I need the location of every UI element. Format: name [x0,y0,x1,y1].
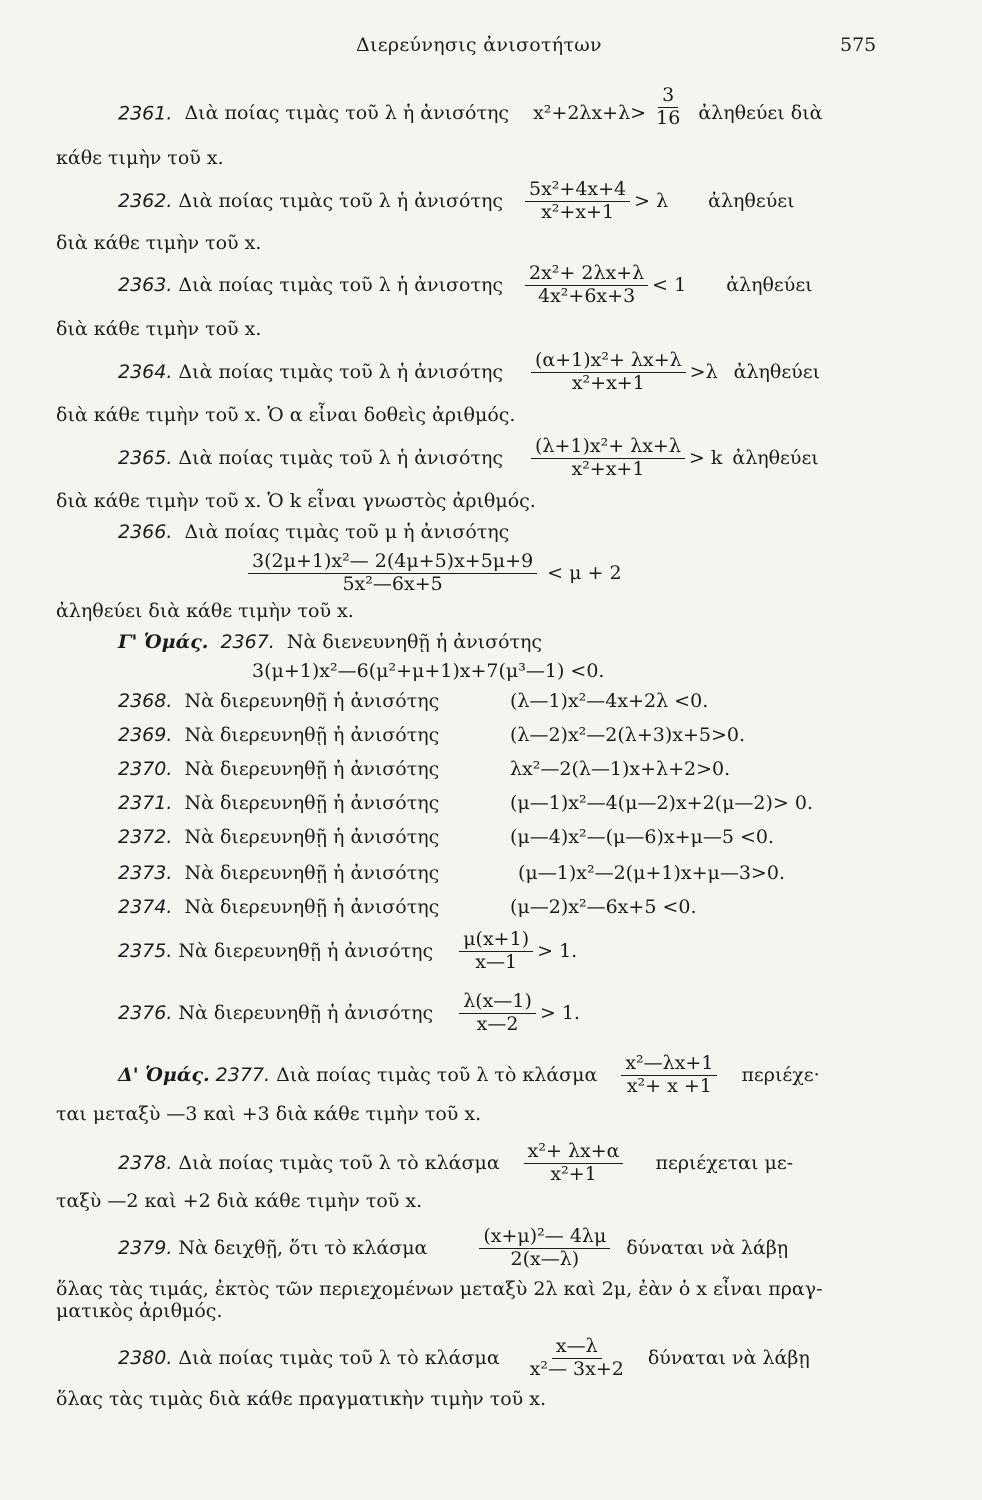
fraction-numerator: (α+1)x²+ λx+λ [531,351,686,373]
problem-text: Νὰ διερευνηθῇ ἡ ἀνισότης [184,792,440,814]
problem-continuation: ματικὸς ἀριθμός. [56,1300,223,1322]
inequality-relation: > 1. [537,940,578,962]
fraction [459,989,536,1035]
problem-2370 [118,758,439,780]
problem-tail: περιέχε· [741,1064,820,1086]
fraction-denominator: x²+x+1 [571,457,645,480]
problem-continuation: ἀληθεύει διὰ κάθε τιμὴν τοῦ x. [56,600,354,622]
problem-continuation: ὅλας τὰς τιμὰς διὰ κάθε πραγματικὴν τιμὴν τοῦ x. [56,1388,547,1410]
problem-2362 [118,178,795,224]
problem-tail: περιέχεται με- [655,1152,794,1174]
fraction-numerator: (λ+1)x²+ λx+λ [531,437,685,459]
problem-text: Νὰ διερευνηθῇ ἡ ἀνισότης [178,940,434,962]
problem-2371 [118,792,439,814]
inequality-expression: (μ—1)x²—2(μ+1)x+μ—3>0. [518,862,785,884]
inequality-relation: > λ [634,190,669,212]
problem-number: 2364. [118,361,173,383]
fraction-denominator: x—2 [476,1012,519,1035]
inequality-expression: (μ—4)x²—(μ—6)x+μ—5 <0. [510,826,775,848]
problem-continuation: ταξὺ —2 καὶ +2 διὰ κάθε τιμὴν τοῦ x. [56,1190,423,1212]
problem-number: 2371. [118,792,173,814]
fraction [531,348,686,394]
problem-number: 2362. [118,190,173,212]
problem-tail: ἀληθεύει διὰ [698,102,823,125]
problem-2373 [118,862,439,884]
problem-number: 2372. [118,826,173,848]
problem-text: Νὰ δειχθῇ, ὅτι τὸ κλάσμα [178,1237,428,1259]
problem-continuation: ται μεταξὺ —3 καὶ +3 διὰ κάθε τιμὴν τοῦ x. [56,1103,482,1125]
problem-2365 [118,434,819,482]
inequality-expression: (λ—2)x²—2(λ+3)x+5>0. [510,724,746,746]
problem-continuation: διὰ κάθε τιμὴν τοῦ x. [56,318,262,340]
problem-text: Νὰ διερευνηθῇ ἡ ἀνισότης [184,758,440,780]
problem-tail: ἀληθεύει [733,361,821,383]
group-label: Δ' Ὁμάς. [118,1064,210,1086]
problem-continuation: διὰ κάθε τιμὴν τοῦ x. [56,232,262,254]
fraction-denominator: 4x²+6x+3 [538,284,636,307]
fraction-denominator: 16 [656,106,681,129]
fraction-denominator: x—1 [475,950,518,973]
problem-number: 2368. [118,690,173,712]
fraction [652,86,684,129]
problem-2366-formula [248,548,622,598]
problem-2369 [118,724,439,746]
fraction-numerator: 5x²+4x+4 [525,180,630,202]
problem-text: Διὰ ποίας τιμὰς τοῦ λ τὸ κλάσμα [178,1347,500,1369]
fraction-denominator: 5x²—6x+5 [342,572,443,595]
problem-continuation: διὰ κάθε τιμὴν τοῦ x. Ὁ α εἶναι δοθεὶς ἀριθμός. [56,404,516,426]
problem-text: Διὰ ποίας τιμὰς τοῦ λ ἡ ἀνισότης [178,447,503,469]
fraction-denominator: x²+ x +1 [626,1074,712,1097]
inequality-relation: > k [688,447,723,469]
fraction-denominator: x²+x+1 [571,371,645,394]
problem-continuation: κάθε τιμὴν τοῦ x. [56,147,224,169]
fraction-numerator: 3(2μ+1)x²— 2(4μ+5)x+5μ+9 [248,552,537,574]
problem-tail: δύναται νὰ λάβῃ [626,1237,789,1259]
problem-2363 [118,262,813,308]
problem-2368 [118,690,439,712]
inequality-expression: (λ—1)x²—4x+2λ <0. [510,690,709,712]
fraction-denominator: x²+1 [550,1162,597,1185]
problem-number: 2366. [118,521,173,543]
problem-text: Διὰ ποίας τιμὰς τοῦ λ ἡ ἀνισότης [178,190,503,212]
fraction-numerator: (x+μ)²— 4λμ [479,1227,610,1249]
problem-2366 [118,521,509,543]
fraction-numerator: 3 [658,86,678,108]
problem-number: 2369. [118,724,173,746]
problem-2380 [118,1332,810,1384]
inequality-expression: x²+2λx+λ> [533,102,647,125]
inequality-expression: 3(μ+1)x²—6(μ²+μ+1)x+7(μ³—1) <0. [252,660,605,682]
problem-2367 [118,631,542,653]
problem-2377 [118,1050,820,1100]
running-header: Διερεύνησις ἀνισοτήτων [356,34,602,56]
problem-text: Διὰ ποίας τιμὰς τοῦ λ τὸ κλάσμα [276,1064,598,1086]
problem-tail: δύναται νὰ λάβῃ [647,1347,810,1369]
fraction-numerator: x—λ [552,1337,602,1359]
group-label: Γ' Ὁμάς. [118,631,209,653]
problem-tail: ἀληθεύει [732,447,819,469]
problem-2372 [118,826,439,848]
fraction [621,1051,717,1097]
fraction-numerator: x²+ λx+α [524,1142,624,1164]
fraction [459,927,533,973]
problem-number: 2370. [118,758,173,780]
problem-tail: ἀληθεύει [708,190,795,212]
problem-text: Νὰ διερευνηθῇ ἡ ἀνισότης [184,724,440,746]
problem-text: Διὰ ποίας τιμὰς τοῦ λ ἡ ἀνισότης [184,102,510,125]
problem-text: Νὰ διενευνηθῇ ἡ ἀνισότης [286,631,543,653]
problem-text: Νὰ διερευνηθῇ ἡ ἀνισότης [184,690,440,712]
problem-number: 2379. [118,1237,173,1259]
fraction-denominator: x²— 3x+2 [529,1357,624,1380]
inequality-relation: >λ [689,361,718,383]
problem-continuation: ὅλας τὰς τιμάς, ἐκτὸς τῶν περιεχομένων μεταξὺ 2λ καὶ 2μ, ἐὰν ὁ x εἶναι πραγ- [56,1278,823,1300]
inequality-expression: λx²—2(λ—1)x+λ+2>0. [510,758,731,780]
problem-number: 2373. [118,862,173,884]
fraction [524,1139,624,1185]
problem-text: Νὰ διερευνηθῇ ἡ ἀνισότης [184,862,440,884]
problem-number: 2367. [220,631,275,653]
problem-tail: ἀληθεύει [726,274,813,296]
fraction [525,177,630,223]
fraction [531,434,685,480]
problem-number: 2374. [118,896,173,918]
fraction [526,1334,628,1380]
fraction-numerator: μ(x+1) [459,930,533,952]
problem-text: Διὰ ποίας τιμὰς τοῦ λ ἡ ἀνισοτης [178,274,503,296]
fraction-numerator: λ(x—1) [459,992,536,1014]
inequality-expression: (μ—1)x²—4(μ—2)x+2(μ—2)> 0. [510,792,814,814]
problem-2375 [118,926,577,976]
problem-text: Νὰ διερευνηθῇ ἡ ἀνισότης [184,896,440,918]
problem-number: 2376. [118,1002,173,1024]
inequality-relation: < μ + 2 [547,562,622,584]
problem-number: 2361. [118,102,173,125]
fraction-numerator: 2x²+ 2λx+λ [525,264,648,286]
inequality-relation: < 1 [652,274,687,296]
problem-text: Νὰ διερευνηθῇ ἡ ἀνισότης [184,826,440,848]
problem-text: Νὰ διερευνηθῇ ἡ ἀνισότης [178,1002,434,1024]
problem-number: 2363. [118,274,173,296]
problem-number: 2365. [118,447,173,469]
inequality-relation: > 1. [539,1002,580,1024]
problem-number: 2377. [215,1064,271,1086]
problem-2364 [118,348,820,396]
fraction [479,1224,610,1270]
fraction-denominator: x²+x+1 [541,200,615,223]
problem-number: 2380. [118,1347,173,1369]
problem-2374 [118,896,439,918]
problem-number: 2375. [118,940,173,962]
fraction-numerator: x²—λx+1 [621,1054,717,1076]
fraction [525,261,648,307]
problem-2376 [118,988,580,1038]
problem-2378 [118,1138,793,1188]
problem-text: Διὰ ποίας τιμὰς τοῦ μ ἡ ἀνισότης [184,521,510,543]
problem-text: Διὰ ποίας τιμὰς τοῦ λ τὸ κλάσμα [178,1152,500,1174]
problem-continuation: διὰ κάθε τιμὴν τοῦ x. Ὁ k εἶναι γνωστὸς ἀριθμός. [56,490,536,512]
problem-2379 [118,1222,788,1274]
problem-text: Διὰ ποίας τιμὰς τοῦ λ ἡ ἀνισότης [178,361,503,383]
problem-2361 [118,84,823,129]
page-number: 575 [840,34,877,56]
problem-number: 2378. [118,1152,173,1174]
inequality-expression: (μ—2)x²—6x+5 <0. [510,896,697,918]
fraction-denominator: 2(x—λ) [510,1247,580,1270]
fraction [248,549,537,595]
